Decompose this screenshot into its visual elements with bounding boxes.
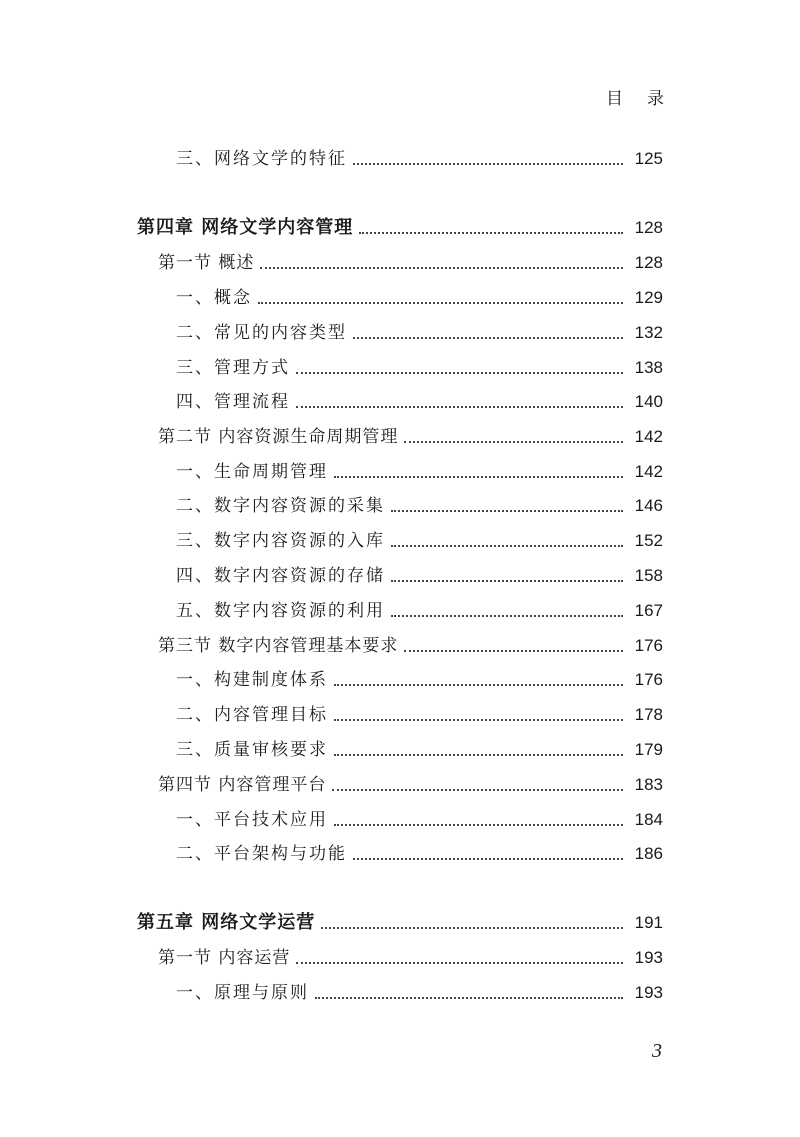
toc-entry-page: 183 [634,775,663,794]
toc-entry-section[interactable] [158,422,663,448]
toc-entry-title: 三、管理方式 [176,358,290,378]
toc-entry-page: 193 [634,983,663,1002]
toc-entry[interactable] [176,735,663,761]
toc-entry-chapter[interactable] [137,213,663,239]
toc-entry-page: 129 [634,288,663,307]
dot-leader [334,684,623,686]
dot-leader [334,719,623,721]
toc-entry-section[interactable] [158,770,663,796]
toc-entry-page: 142 [634,427,663,446]
toc-entry-page: 146 [634,496,663,515]
dot-leader [296,406,623,408]
toc-entry[interactable] [176,457,663,483]
toc-entry-page: 178 [634,705,663,724]
toc-entry-page: 152 [634,531,663,550]
toc-entry[interactable] [176,839,663,865]
toc-entry-title: 一、平台技术应用 [176,810,328,830]
toc-entry-title: 第四章 网络文学内容管理 [137,217,354,238]
running-head-first: 目 [606,89,625,109]
dot-leader [353,858,623,860]
toc-entry-page: 138 [634,358,663,377]
dot-leader [334,824,623,826]
toc-entry[interactable] [176,978,663,1004]
dot-leader [404,650,623,652]
dot-leader [391,615,623,617]
toc-entry[interactable] [176,353,663,379]
toc-entry-section[interactable] [158,631,663,657]
dot-leader [391,580,623,582]
dot-leader [315,997,623,999]
toc-entry-title: 三、质量审核要求 [176,740,328,760]
toc-entry-page: 128 [634,253,663,272]
toc-entry[interactable] [176,387,663,413]
toc-entry[interactable] [176,700,663,726]
dot-leader [296,962,623,964]
toc-entry[interactable] [176,561,663,587]
running-head-second: 录 [647,89,666,109]
dot-leader [353,337,623,339]
toc-entry-page: 191 [634,913,663,932]
dot-leader [359,232,623,234]
toc-entry[interactable] [176,283,663,309]
toc-entry-title: 第二节 内容资源生命周期管理 [158,427,399,447]
dot-leader [332,789,623,791]
toc-entry-page: 142 [634,462,663,481]
toc-entry-title: 第三节 数字内容管理基本要求 [158,636,399,656]
dot-leader [321,927,623,929]
toc-entry-page: 140 [634,392,663,411]
dot-leader [391,545,623,547]
toc-entry-title: 五、数字内容资源的利用 [176,601,385,621]
toc-entry-title: 第一节 概述 [158,253,255,273]
toc-entry-page: 179 [634,740,663,759]
toc-entry-page: 193 [634,948,663,967]
page-number: 3 [652,1040,662,1062]
toc-entry-section[interactable] [158,248,663,274]
toc-entry-chapter[interactable] [137,908,663,934]
toc-entry-page: 186 [634,844,663,863]
dot-leader [353,163,623,165]
toc-entry-page: 132 [634,323,663,342]
toc-entry-title: 二、平台架构与功能 [176,844,347,864]
dot-leader [391,510,623,512]
toc-entry-page: 128 [634,218,663,237]
toc-entry-page: 158 [634,566,663,585]
toc-entry-section[interactable] [158,943,663,969]
toc-entry-page: 167 [634,601,663,620]
toc-entry[interactable] [176,665,663,691]
toc-entry-title: 一、生命周期管理 [176,462,328,482]
toc-entry[interactable] [176,805,663,831]
toc-entry-page: 176 [634,670,663,689]
toc-entry-title: 二、常见的内容类型 [176,323,347,343]
dot-leader [334,754,623,756]
dot-leader [258,302,623,304]
toc-entry-page: 176 [634,636,663,655]
dot-leader [260,267,623,269]
toc-entry-title: 二、数字内容资源的采集 [176,496,385,516]
toc-entry[interactable] [176,526,663,552]
toc-entry-title: 一、概念 [176,288,252,308]
toc-entry[interactable] [176,491,663,517]
toc-entry-title: 二、内容管理目标 [176,705,328,725]
toc-entry-title: 四、管理流程 [176,392,290,412]
toc-entry-title: 第五章 网络文学运营 [137,912,316,933]
dot-leader [404,441,623,443]
toc-entry-page: 125 [634,149,663,168]
toc-entry-title: 四、数字内容资源的存储 [176,566,385,586]
dot-leader [296,372,623,374]
toc-entry-title: 三、数字内容资源的入库 [176,531,385,551]
toc-entry-title: 第四节 内容管理平台 [158,775,327,795]
toc-entry-title: 一、构建制度体系 [176,670,328,690]
toc-entry-page: 184 [634,810,663,829]
dot-leader [334,476,623,478]
toc-entry-title: 三、网络文学的特征 [176,149,347,169]
toc-entry[interactable] [176,596,663,622]
toc-entry[interactable] [176,144,663,170]
toc-entry-title: 第一节 内容运营 [158,948,291,968]
toc-entry-title: 一、原理与原则 [176,983,309,1003]
toc-entry[interactable] [176,318,663,344]
